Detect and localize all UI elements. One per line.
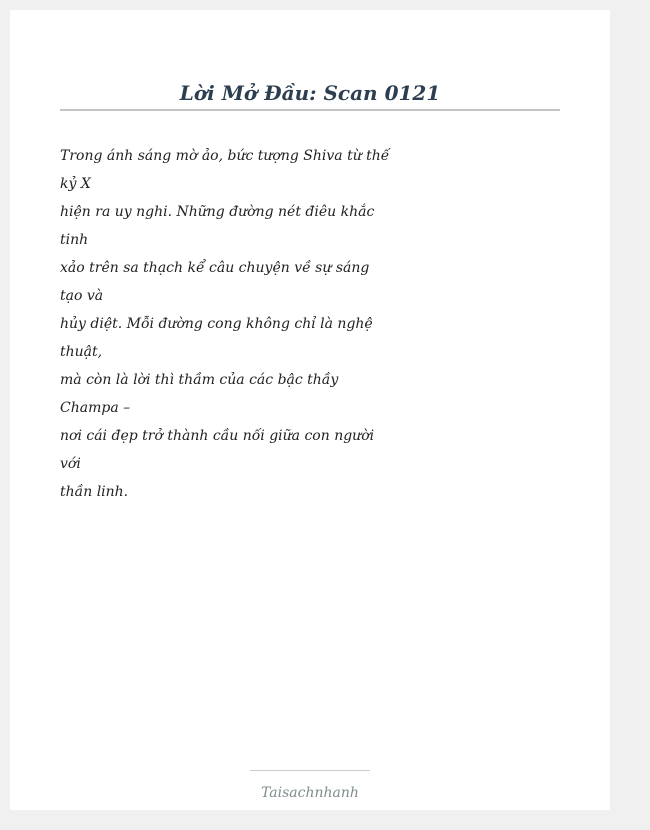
text-line: Champa – (60, 400, 131, 416)
text-line: mà còn là lời thì thầm của các bậc thầy (60, 372, 339, 388)
text-line: thuật, (60, 344, 103, 360)
text-line: xảo trên sa thạch kể câu chuyện về sự sáng (60, 260, 370, 276)
text-line: tạo và (60, 288, 104, 304)
title-divider (60, 109, 560, 111)
text-line: Trong ánh sáng mờ ảo, bức tượng Shiva từ thế (60, 148, 390, 164)
footer-text: Taisachnhanh (261, 785, 359, 801)
text-line: nơi cái đẹp trở thành cầu nối giữa con người (60, 428, 375, 444)
footer-divider (250, 770, 370, 771)
body-paragraph (60, 142, 390, 506)
page-title: Lời Mở Đầu: Scan 0121 (179, 81, 441, 105)
text-line: hủy diệt. Mỗi đường cong không chỉ là nghệ (60, 316, 373, 332)
text-line: hiện ra uy nghi. Những đường nét điêu khắc (60, 204, 375, 220)
text-line: tinh (60, 232, 89, 248)
text-line: kỷ X (60, 176, 91, 192)
text-line: với (60, 456, 81, 472)
text-line: thần linh. (60, 484, 129, 500)
document-page (10, 10, 610, 810)
